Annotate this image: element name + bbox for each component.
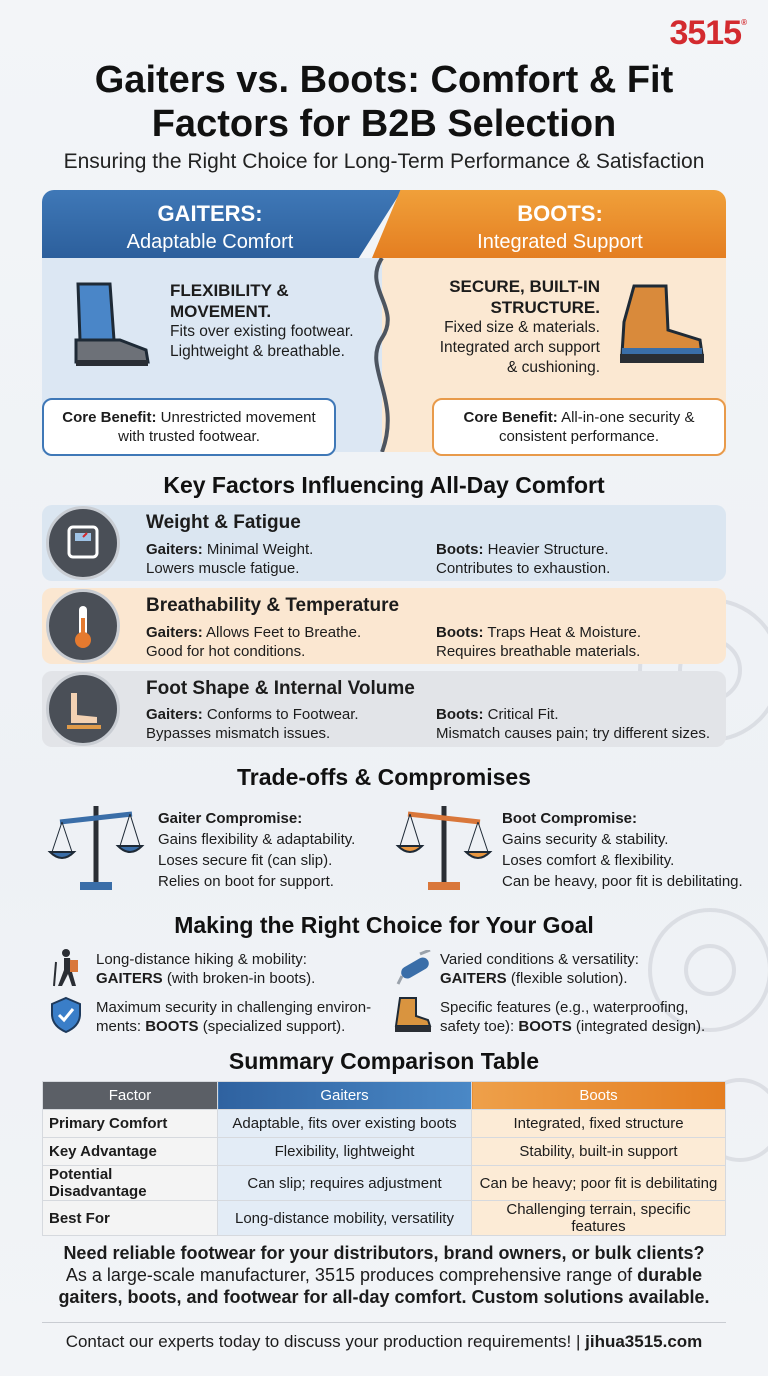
table-cell: Can be heavy; poor fit is debilitating	[472, 1166, 726, 1201]
divider	[42, 1322, 726, 1323]
tradeoffs-title: Trade-offs & Compromises	[237, 764, 531, 790]
factor-boots-text: Boots: Critical Fit. Mismatch causes pain; try different sizes.	[436, 706, 710, 742]
multitool-icon	[396, 950, 434, 986]
scale-icon	[46, 506, 120, 580]
work-boot-icon	[392, 996, 432, 1034]
blue-balance-scale-icon	[46, 800, 146, 892]
table-cell: Adaptable, fits over existing boots	[218, 1110, 472, 1138]
thermometer-icon	[46, 589, 120, 663]
cta-body: As a large-scale manufacturer, 3515 produces comprehensive range of durable gaiters, boots, and footwear for all-day comfort. Custom solutions available.	[58, 1265, 710, 1307]
choice-security: Maximum security in challenging environ- ments: BOOTS (specialized support).	[96, 999, 372, 1035]
contact-line: Contact our experts today to discuss your production requirements! | jihua3515.com	[65, 1332, 703, 1351]
boots-feature: SECURE, BUILT-IN STRUCTURE. Fixed size & materials. Integrated arch support & cushioning.	[439, 277, 600, 376]
table-header-boots: Boots	[472, 1082, 726, 1110]
table-cell: Long-distance mobility, versatility	[218, 1201, 472, 1236]
table-cell: Best For	[43, 1201, 218, 1236]
boot-icon	[614, 282, 706, 368]
factor-boots-text: Boots: Heavier Structure. Contributes to exhaustion.	[436, 541, 611, 577]
table-row	[43, 1201, 726, 1236]
table-cell: Flexibility, lightweight	[218, 1138, 472, 1166]
table-header-gaiters: Gaiters	[218, 1082, 472, 1110]
table-cell: Stability, built-in support	[472, 1138, 726, 1166]
gaiter-compromise: Gaiter Compromise: Gains flexibility & adaptability. Loses secure fit (can slip). Relies on boot for support.	[158, 810, 356, 890]
table-cell: Key Advantage	[43, 1138, 218, 1166]
table-header-factor: Factor	[43, 1082, 218, 1110]
foot-measure-icon	[46, 672, 120, 746]
brand-logo: 3515®	[669, 14, 746, 52]
boots-core-benefit: Core Benefit: All-in-one security & consistent performance.	[432, 398, 726, 456]
factor-gaiters-text: Gaiters: Minimal Weight. Lowers muscle fatigue.	[146, 541, 314, 577]
factor-title: Breathability & Temperature	[146, 595, 400, 616]
factor-title: Weight & Fatigue	[146, 512, 301, 533]
table-title: Summary Comparison Table	[228, 1048, 540, 1074]
factor-title: Foot Shape & Internal Volume	[146, 678, 415, 699]
table-cell: Can slip; requires adjustment	[218, 1166, 472, 1201]
choice-title: Making the Right Choice for Your Goal	[174, 912, 594, 938]
page-title: Gaiters vs. Boots: Comfort & Fit Factors for B2B Selection	[94, 59, 674, 145]
choice-features: Specific features (e.g., waterproofing, safety toe): BOOTS (integrated design).	[440, 999, 706, 1035]
orange-balance-scale-icon	[394, 800, 494, 892]
factor-gaiters-text: Gaiters: Allows Feet to Breathe. Good for hot conditions.	[146, 624, 362, 660]
gaiters-core-benefit: Core Benefit: Unrestricted movement with trusted footwear.	[42, 398, 336, 456]
factors-title: Key Factors Influencing All-Day Comfort	[163, 472, 605, 498]
gaiter-icon	[70, 280, 154, 370]
gaiters-feature: FLEXIBILITY & MOVEMENT. Fits over existing footwear. Lightweight & breathable.	[170, 281, 354, 360]
choice-versatility: Varied conditions & versatility: GAITERS (flexible solution).	[440, 951, 639, 987]
factor-boots-text: Boots: Traps Heat & Moisture. Requires breathable materials.	[436, 624, 642, 660]
choice-hiking: Long-distance hiking & mobility: GAITERS (with broken-in boots).	[96, 951, 316, 987]
table-row	[43, 1110, 726, 1138]
shield-icon	[50, 996, 82, 1034]
page-subtitle: Ensuring the Right Choice for Long-Term Performance & Satisfaction	[63, 150, 705, 173]
table-cell: Primary Comfort	[43, 1110, 218, 1138]
table-row	[43, 1138, 726, 1166]
website-link[interactable]: jihua3515.com	[585, 1332, 703, 1351]
cta-headline: Need reliable footwear for your distributors, brand owners, or bulk clients?	[63, 1243, 705, 1263]
comparison-table	[42, 1081, 726, 1236]
boot-compromise: Boot Compromise: Gains security & stability. Loses comfort & flexibility. Can be heavy, poor fit is debilitating.	[502, 810, 743, 890]
table-cell: Challenging terrain, specific features	[472, 1201, 726, 1236]
table-cell: Integrated, fixed structure	[472, 1110, 726, 1138]
factor-gaiters-text: Gaiters: Conforms to Footwear. Bypasses mismatch issues.	[146, 706, 359, 742]
gaiters-header-text: GAITERS: Adaptable Comfort	[126, 201, 294, 253]
boots-header-text: BOOTS: Integrated Support	[477, 201, 643, 253]
table-cell: Potential Disadvantage	[43, 1166, 218, 1201]
table-row	[43, 1166, 726, 1201]
hiker-icon	[50, 948, 84, 988]
